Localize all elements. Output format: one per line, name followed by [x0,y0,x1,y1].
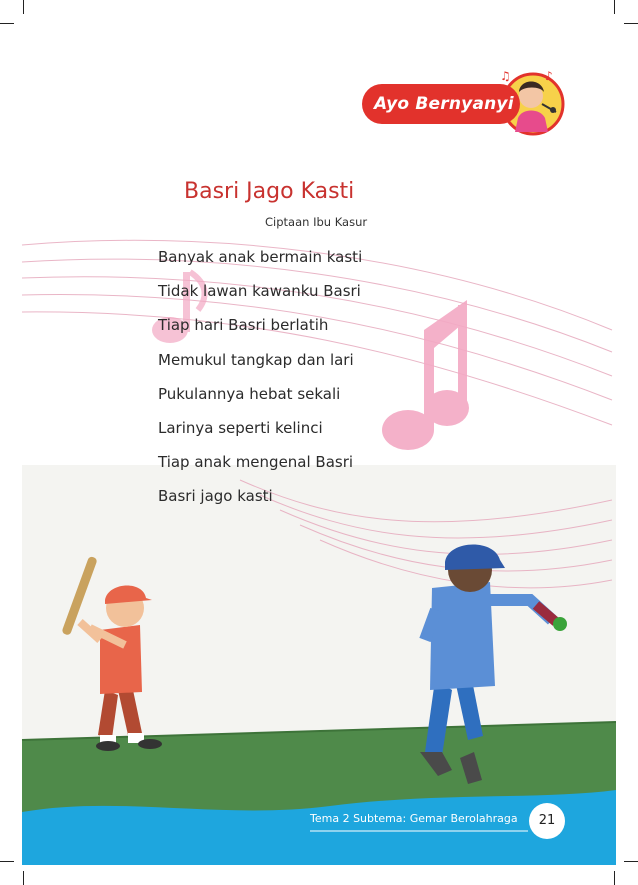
svg-text:♪: ♪ [545,69,553,83]
song-composer: Ciptaan Ibu Kasur [265,215,368,229]
lyric-line: Tiap hari Basri berlatih [158,316,329,335]
song-title: Basri Jago Kasti [184,179,355,204]
lyric-line: Banyak anak bermain kasti [158,248,363,266]
lyric-line: Memukul tangkap dan lari [158,350,354,369]
section-badge-label: Ayo Bernyanyi [374,94,514,114]
lyric-line: Tiap anak mengenal Basri [158,453,354,472]
svg-text:♫: ♫ [500,69,511,83]
lyrics-list [158,245,362,519]
lyric-line: Tidak lawan kawanku Basri [158,282,361,301]
lyric-line: Basri jago kasti [158,487,273,506]
section-badge [362,84,520,124]
page-number: 21 [529,803,565,839]
footer-theme-text: Tema 2 Subtema: Gemar Berolahraga [310,812,518,825]
music-note-icon [382,300,469,450]
lyric-line: Pukulannya hebat sekali [158,384,341,403]
lyric-line: Larinya seperti kelinci [158,418,323,437]
